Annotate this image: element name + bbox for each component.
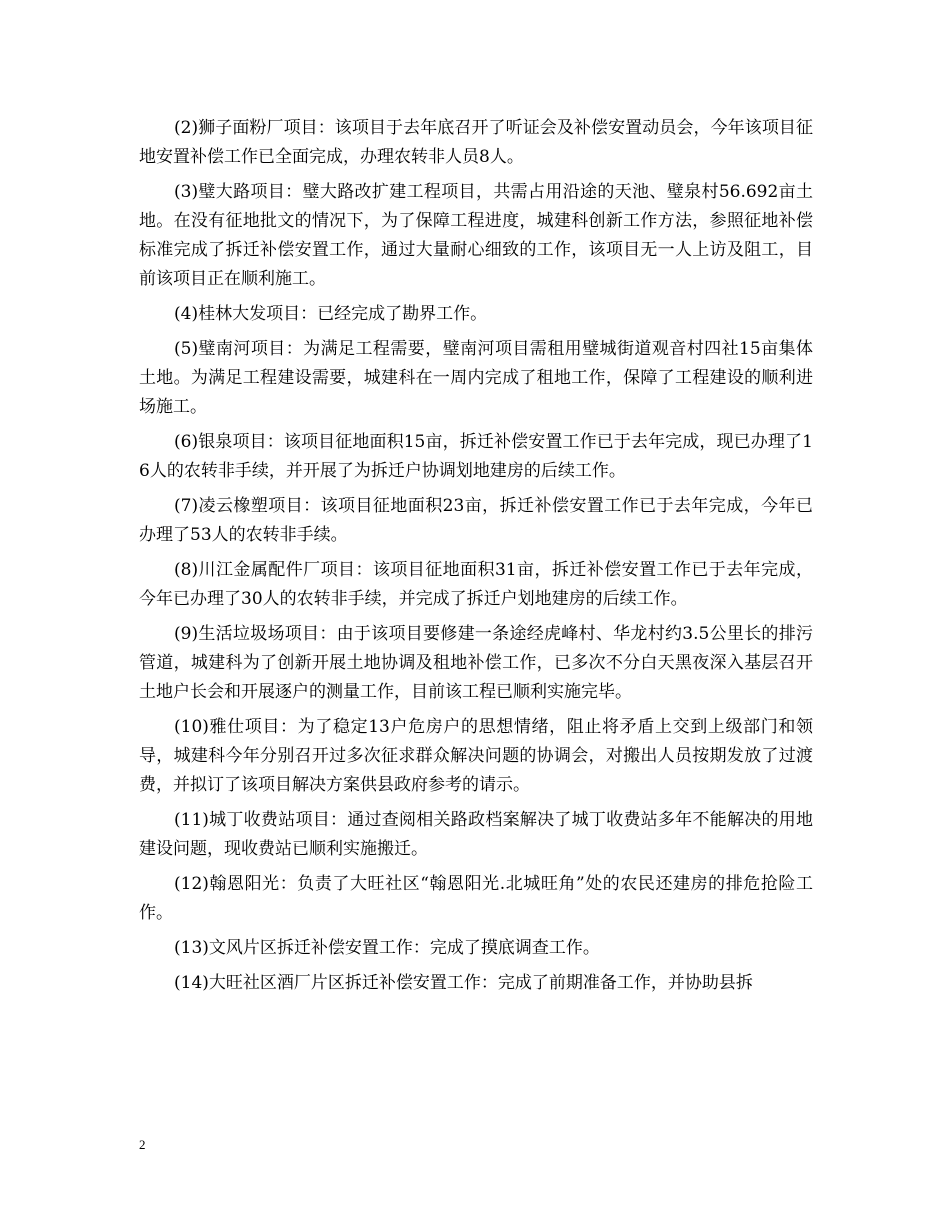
paragraph-item-6: (6)银泉项目：该项目征地面积15亩，拆迁补偿安置工作已于去年完成，现已办理了16人的农转非手续，并开展了为拆迁户协调划地建房的后续工作。: [139, 432, 813, 481]
paragraph-item-13: (13)文风片区拆迁补偿安置工作：完成了摸底调查工作。: [174, 938, 600, 958]
paragraph-item-4: (4)桂林大发项目：已经完成了勘界工作。: [174, 304, 488, 324]
paragraph-item-11: (11)城丁收费站项目：通过查阅相关路政档案解决了城丁收费站多年不能解决的用地建设问题，现收费站已顺利实施搬迁。: [139, 810, 813, 859]
paragraph-item-7: (7)凌云橡塑项目：该项目征地面积23亩，拆迁补偿安置工作已于去年完成，今年已办理了53人的农转非手续。: [139, 496, 813, 545]
document-body: [139, 114, 813, 1004]
paragraph-item-5: (5)璧南河项目：为满足工程需要，璧南河项目需租用璧城街道观音村四社15亩集体土地。为满足工程建设需要，城建科在一周内完成了租地工作，保障了工程建设的顺利进场施工。: [139, 339, 813, 417]
page-number: 2: [139, 1137, 146, 1152]
paragraph-item-9: (9)生活垃圾场项目：由于该项目要修建一条途经虎峰村、华龙村约3.5公里长的排污管道，城建科为了创新开展土地协调及租地补偿工作，已多次不分白天黑夜深入基层召开土地户长会和开展逐户的测量工作，目前该工程已顺利实施完毕。: [139, 624, 813, 702]
paragraph-item-3: (3)璧大路项目：璧大路改扩建工程项目，共需占用沿途的天池、璧泉村56.692亩土地。在没有征地批文的情况下，为了保障工程进度，城建科创新工作方法，参照征地补偿标准完成了拆迁补偿安置工作，通过大量耐心细致的工作，该项目无一人上访及阻工，目前该项目正在顺利施工。: [139, 182, 813, 289]
paragraph-item-8: (8)川江金属配件厂项目：该项目征地面积31亩，拆迁补偿安置工作已于去年完成，今年已办理了30人的农转非手续，并完成了拆迁户划地建房的后续工作。: [139, 560, 813, 609]
paragraph-item-12: (12)翰恩阳光：负责了大旺社区“翰恩阳光.北城旺角”处的农民还建房的排危抢险工作。: [139, 874, 813, 923]
paragraph-item-10: (10)雅仕项目：为了稳定13户危房户的思想情绪，阻止将矛盾上交到上级部门和领导，城建科今年分别召开过多次征求群众解决问题的协调会，对搬出人员按期发放了过渡费，并拟订了该项目解决方案供县政府参考的请示。: [139, 717, 813, 795]
paragraph-item-14: (14)大旺社区酒厂片区拆迁补偿安置工作：完成了前期准备工作，并协助县拆: [174, 973, 753, 993]
paragraph-item-2: (2)狮子面粉厂项目：该项目于去年底召开了听证会及补偿安置动员会，今年该项目征地安置补偿工作已全面完成，办理农转非人员8人。: [139, 118, 813, 167]
